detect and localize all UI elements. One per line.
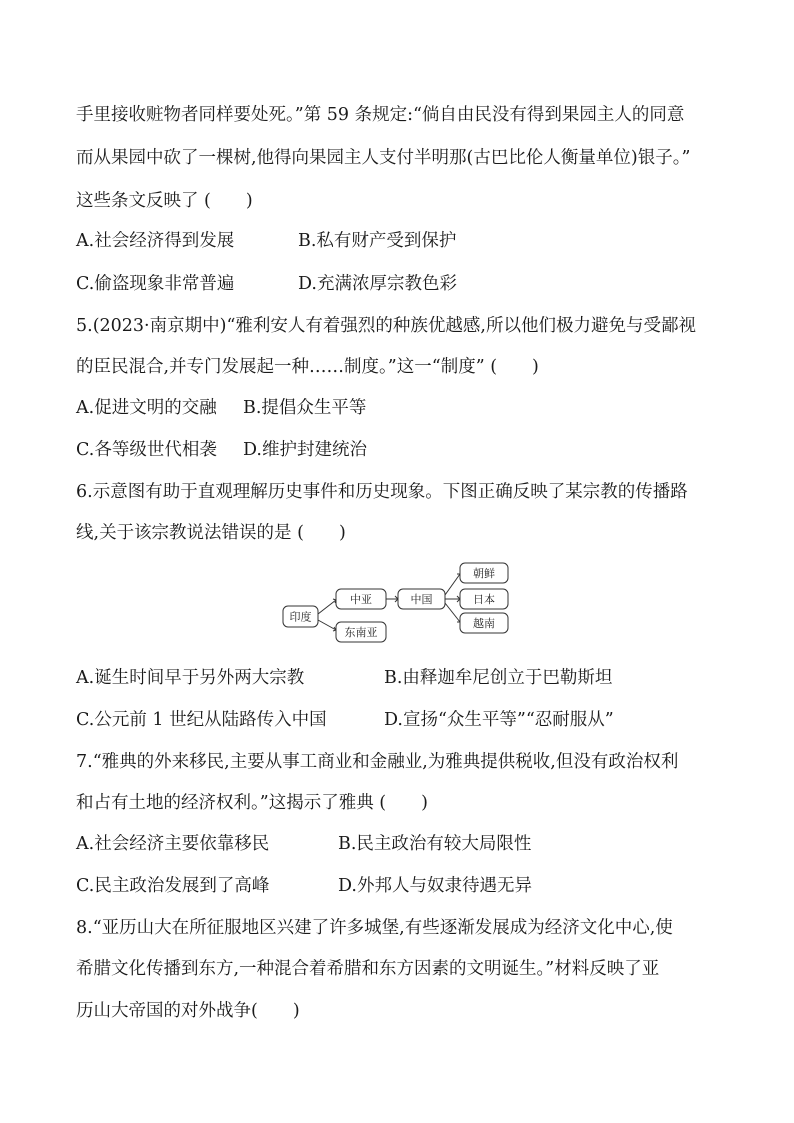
node-china xyxy=(398,589,445,609)
q6-option-a: A.诞生时间早于另外两大宗教 xyxy=(76,668,305,688)
q4-option-d: D.充满浓厚宗教色彩 xyxy=(298,274,457,294)
q5-option-a: A.促进文明的交融 xyxy=(76,398,217,418)
node-vietnam xyxy=(460,613,508,633)
q5-option-d: D.维护封建统治 xyxy=(243,440,367,460)
q7-option-a: A.社会经济主要依靠移民 xyxy=(76,834,270,854)
q6-option-d: D.宣扬“众生平等”“忍耐服从” xyxy=(384,710,614,730)
q7-stem-line-1: 7.“雅典的外来移民,主要从事工商业和金融业,为雅典提供税收,但没有政治权利 xyxy=(76,752,679,772)
node-central-asia xyxy=(336,589,386,609)
q4-stem-line-1: 手里接收赃物者同样要处死。”第 59 条规定:“倘自由民没有得到果园主人的同意 xyxy=(76,105,685,125)
q4-option-c: C.偷盗现象非常普遍 xyxy=(76,274,235,294)
node-korea-label: 朝鲜 xyxy=(473,567,495,580)
q5-option-b: B.提倡众生平等 xyxy=(243,398,367,418)
q7-option-b: B.民主政治有较大局限性 xyxy=(338,834,532,854)
religion-spread-diagram xyxy=(280,558,520,648)
q4-stem-line-2: 而从果园中砍了一棵树,他得向果园主人支付半明那(古巴比伦人衡量单位)银子。” xyxy=(76,148,691,168)
node-vietnam-label: 越南 xyxy=(473,617,495,630)
node-china-label: 中国 xyxy=(410,593,433,606)
q6-stem-line-2: 线,关于该宗教说法错误的是 ( ) xyxy=(76,523,346,543)
q5-stem-line-2: 的臣民混合,并专门发展起一种……制度。”这一“制度” ( ) xyxy=(76,357,539,377)
node-central-asia-label: 中亚 xyxy=(350,593,372,606)
q4-option-a: A.社会经济得到发展 xyxy=(76,231,235,251)
node-southeast-asia xyxy=(336,622,386,642)
node-india xyxy=(283,606,318,627)
q8-stem-line-1: 8.“亚历山大在所征服地区兴建了许多城堡,有些逐渐发展成为经济文化中心,使 xyxy=(76,918,673,938)
q5-stem-line-1: 5.(2023·南京期中)“雅利安人有着强烈的种族优越感,所以他们极力避免与受鄙视 xyxy=(76,316,696,336)
node-korea xyxy=(460,563,508,583)
q7-option-d: D.外邦人与奴隶待遇无异 xyxy=(338,876,532,896)
node-southeast-asia-label: 东南亚 xyxy=(344,626,378,639)
node-india-label: 印度 xyxy=(289,610,312,624)
q7-stem-line-2: 和占有土地的经济权利。”这揭示了雅典 ( ) xyxy=(76,793,428,813)
node-japan xyxy=(460,589,508,609)
q6-option-b: B.由释迦牟尼创立于巴勒斯坦 xyxy=(384,668,613,688)
q4-stem-line-3: 这些条文反映了 ( ) xyxy=(76,191,253,211)
q7-option-c: C.民主政治发展到了高峰 xyxy=(76,876,270,896)
q5-option-c: C.各等级世代相袭 xyxy=(76,440,217,460)
q8-stem-line-3: 历山大帝国的对外战争( ) xyxy=(76,1001,300,1021)
node-japan-label: 日本 xyxy=(473,593,495,606)
q4-option-b: B.私有财产受到保护 xyxy=(298,231,457,251)
q8-stem-line-2: 希腊文化传播到东方,一种混合着希腊和东方因素的文明诞生。”材料反映了亚 xyxy=(76,959,660,979)
q6-stem-line-1: 6.示意图有助于直观理解历史事件和历史现象。下图正确反映了某宗教的传播路 xyxy=(76,482,688,502)
q6-option-c: C.公元前 1 世纪从陆路传入中国 xyxy=(76,710,327,730)
